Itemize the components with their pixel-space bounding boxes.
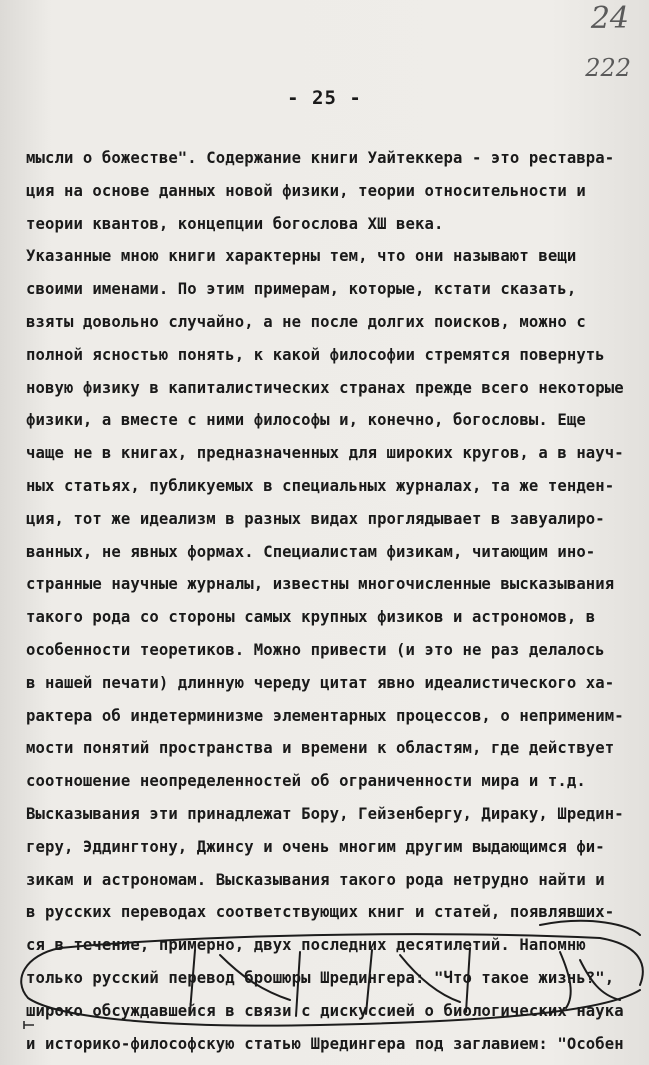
text-line: полной ясностью понять, к какой философии стремятся повернуть <box>26 345 605 364</box>
handwritten-archive-number: 222 <box>585 54 631 82</box>
text-line: чаще не в книгах, предназначенных для широких кругов, а в науч- <box>26 444 624 463</box>
text-line: зикам и астрономам. Высказывания такого рода нетрудно найти и <box>26 870 605 889</box>
text-line: ция на основе данных новой физики, теории относительности и <box>26 181 586 200</box>
text-line: геру, Эддингтону, Джинсу и очень многим другим выдающимся фи- <box>26 837 605 856</box>
text-line: новую физику в капиталистических странах прежде всего некоторые <box>26 378 624 397</box>
text-line: в нашей печати) длинную череду цитат явно идеалистического ха- <box>26 673 615 692</box>
text-line: особенности теоретиков. Можно привести (и это не раз делалось <box>26 640 605 659</box>
body-text <box>26 142 626 1060</box>
text-line: Указанные мною книги характерны тем, что они называют вещи <box>26 247 577 266</box>
text-line: рактера об индетерминизме элементарных процессов, о неприменим- <box>26 706 624 725</box>
page-number: - 25 - <box>287 87 362 109</box>
text-line: ванных, не явных формах. Специалистам физикам, читающим ино- <box>26 542 596 561</box>
text-line: соотношение неопределенностей об ограниченности мира и т.д. <box>26 772 586 791</box>
text-line: ция, тот же идеализм в разных видах проглядывает в завуалиро- <box>26 509 605 528</box>
text-line: мости понятий пространства и времени к областям, где действует <box>26 739 615 758</box>
text-line: ных статьях, публикуемых в специальных журналах, та же тенден- <box>26 476 615 495</box>
text-line: широко обсуждавшейся в связи с дискуссией о биологических наука <box>26 1001 624 1020</box>
handwritten-page-number: 24 <box>590 1 629 36</box>
text-line: ся в течение, примерно, двух последних десятилетий. Напомню <box>26 936 586 955</box>
text-line: своими именами. По этим примерам, которые, кстати сказать, <box>26 280 577 299</box>
text-line: физики, а вместе с ними философы и, конечно, богословы. Еще <box>26 411 586 430</box>
text-line: Высказывания эти принадлежат Бору, Гейзенбергу, Дираку, Шредин- <box>26 804 624 823</box>
text-line: мысли о божестве". Содержание книги Уайтеккера - это реставра- <box>26 149 615 167</box>
text-line: теории квантов, концепции богослова XШ века. <box>26 214 444 233</box>
text-line: только русский перевод брошюры Шредингера: "Что такое жизнь?", <box>26 968 615 987</box>
text-line: и историко-философскую статью Шредингера под заглавием: "Особен <box>26 1034 624 1053</box>
text-line: взяты довольно случайно, а не после долгих поисков, можно с <box>26 312 586 331</box>
text-line: такого рода со стороны самых крупных физиков и астрономов, в <box>26 608 596 627</box>
text-line: в русских переводах соответствующих книг и статей, появлявших- <box>26 903 615 922</box>
text-line: странные научные журналы, известны многочисленные высказывания <box>26 575 615 594</box>
